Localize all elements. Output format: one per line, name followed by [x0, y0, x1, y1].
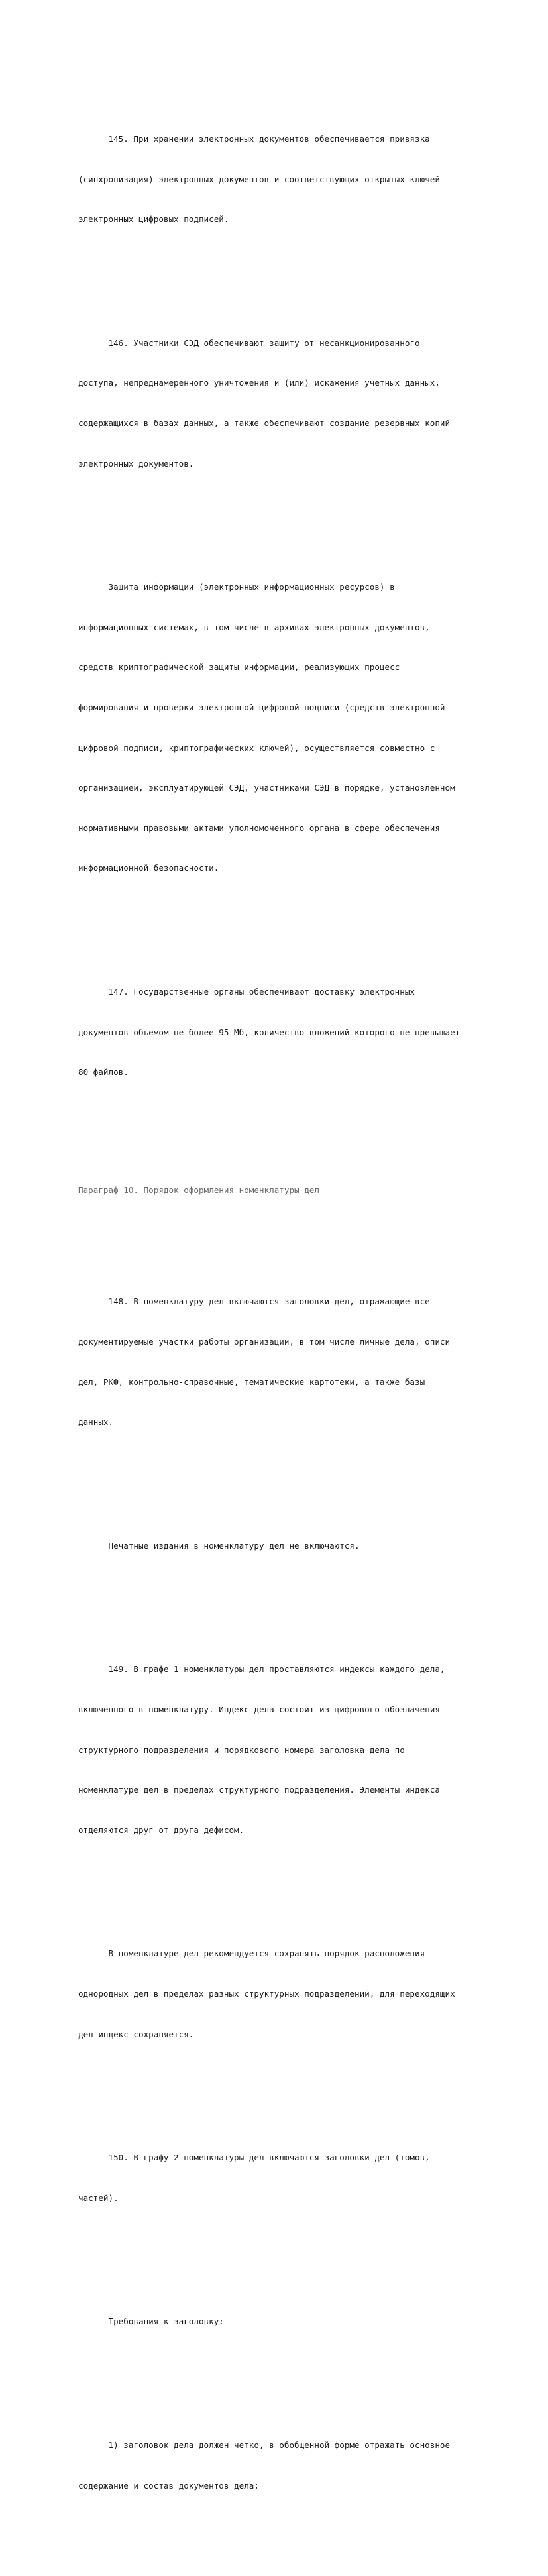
text-line: 145. При хранении электронных документов обеспечивается привязка [78, 134, 430, 144]
text-line: Печатные издания в номенклатуру дел не включаются. [78, 1540, 360, 1551]
text-line: 1) заголовок дела должен четко, в обобщенной форме отражать основное [78, 2439, 451, 2450]
text-line: включенного в номенклатуру. Индекс дела состоит из цифрового обозначения [78, 1704, 440, 1714]
text-line: электронных документов. [78, 458, 194, 469]
paragraph-149-order [78, 1921, 516, 2068]
text-line: организацией, эксплуатирующей СЭД, участниками СЭД в порядке, установленном [78, 783, 455, 793]
paragraph-148 [78, 1268, 516, 1456]
text-line: дел индекс сохраняется. [78, 2029, 194, 2039]
text-line: 150. В графу 2 номенклатуры дел включаются заголовки дел (томов, [78, 2153, 430, 2163]
text-line: информационных системах, в том числе в архивах электронных документов, [78, 622, 430, 632]
text-line: структурного подразделения и порядкового номера заголовка дела по [78, 1744, 405, 1755]
text-line: 146. Участники СЭД обеспечивают защиту от несанкционированного [78, 337, 420, 348]
paragraph-145 [78, 106, 516, 253]
text-line: В номенклатуре дел рекомендуется сохранять порядок расположения [78, 1948, 425, 1959]
paragraph-149 [78, 1636, 516, 1864]
text-line: документируемые участки работы организации, в том числе личные дела, описи [78, 1336, 451, 1347]
text-line: документов объемом не более 95 Мб, количество вложений которого не превышает [78, 1027, 461, 1037]
text-line: информационной безопасности. [78, 863, 219, 873]
text-line: электронных цифровых подписей. [78, 214, 229, 225]
text-line: нормативными правовыми актами уполномоченного органа в сфере обеспечения [78, 822, 440, 833]
text-line: средств криптографической защиты информации, реализующих процесс [78, 662, 400, 673]
text-line: 149. В графе 1 номенклатуры дел проставляются индексы каждого дела, [78, 1664, 445, 1675]
heading-text: Параграф 10. Порядок оформления номенклатуры дел [78, 1184, 319, 1195]
paragraph-150-item-1 [78, 2412, 516, 2520]
text-line: доступа, непреднамеренного уничтожения и (или) искажения учетных данных, [78, 378, 440, 388]
text-line: данных. [78, 1417, 114, 1428]
paragraph-148-printed [78, 1512, 516, 1579]
section-heading [78, 1156, 516, 1223]
text-line: отделяются друг от друга дефисом. [78, 1824, 245, 1835]
paragraph-147 [78, 959, 516, 1106]
paragraph-146-protection [78, 554, 516, 902]
text-line: 80 файлов. [78, 1067, 129, 1078]
text-line: однородных дел в пределах разных структурных подразделений, для переходящих [78, 1988, 455, 1999]
text-line: содержащихся в базах данных, а также обеспечивают создание резервных копий [78, 418, 451, 428]
text-line: номенклатуре дел в пределах структурного подразделения. Элементы индекса [78, 1785, 440, 1795]
paragraph-150-requirements [78, 2288, 516, 2355]
text-line: 148. В номенклатуру дел включаются заголовки дел, отражающие все [78, 1296, 430, 1307]
paragraph-146 [78, 309, 516, 497]
text-line: частей). [78, 2192, 119, 2203]
text-line: цифровой подписи, криптографических ключей), осуществляется совместно с [78, 742, 435, 753]
text-line: 147. Государственные органы обеспечивают доставку электронных [78, 986, 415, 997]
text-line: Требования к заголовку: [78, 2316, 224, 2327]
text-line: формирования и проверки электронной цифровой подписи (средств электронной [78, 702, 445, 712]
text-line: Защита информации (электронных информационных ресурсов) в [78, 582, 395, 592]
text-line: содержание и состав документов дела; [78, 2480, 259, 2491]
text-line: дел, РКФ, контрольно-справочные, тематические картотеки, а также базы [78, 1376, 425, 1387]
paragraph-150 [78, 2125, 516, 2232]
text-line: (синхронизация) электронных документов и соответствующих открытых ключей [78, 174, 440, 184]
document-body [78, 66, 516, 2576]
